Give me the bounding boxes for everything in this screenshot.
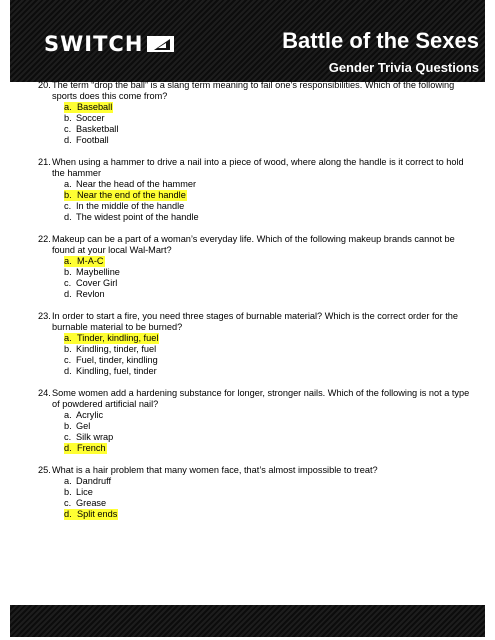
answer-option (64, 267, 478, 278)
question-text: When using a hammer to drive a nail into a piece of wood, where along the handle is it correct to hold the hammer (52, 157, 464, 178)
answer-letter: c. (64, 498, 72, 508)
answer-text: Grease (76, 498, 107, 508)
answer-letter: c. (64, 278, 72, 288)
answer-text: Lice (76, 487, 93, 497)
answer-text: Soccer (76, 113, 105, 123)
answer-option (64, 201, 478, 212)
answer-letter: a. (64, 179, 72, 189)
question-number: 22. (38, 234, 51, 244)
answer-option (64, 344, 478, 355)
answer-letter: d. (64, 443, 77, 454)
question-number: 25. (38, 465, 51, 475)
question-text: In order to start a fire, you need three stages of burnable material? Which is the correct order for the burnable material to be burned? (52, 311, 458, 332)
answer-text: Near the head of the hammer (76, 179, 197, 189)
answer-letter: c. (64, 124, 72, 134)
question-block (38, 465, 478, 520)
highlighted-answer-text: Near the end of the handle (77, 190, 186, 200)
answer-list (38, 256, 478, 300)
answer-option (64, 421, 478, 432)
answer-option (64, 410, 478, 421)
answer-option (64, 102, 478, 113)
answer-letter: b. (64, 190, 77, 201)
page-title: Battle of the Sexes (282, 28, 479, 53)
question-number: 20. (38, 80, 51, 90)
answer-list (38, 476, 478, 520)
page-subtitle: Gender Trivia Questions (328, 60, 479, 75)
answer-option (64, 124, 478, 135)
answer-letter: b. (64, 267, 72, 277)
question-block (38, 388, 478, 454)
answer-list (38, 333, 478, 377)
answer-option (64, 432, 478, 443)
answer-letter: d. (64, 509, 77, 520)
answer-list (38, 179, 478, 223)
answer-text: Dandruff (76, 476, 112, 486)
answer-text: Revlon (76, 289, 105, 299)
answer-letter: a. (64, 102, 77, 113)
question-number: 24. (38, 388, 51, 398)
question-block (38, 311, 478, 377)
answer-option (64, 278, 478, 289)
answer-letter: d. (64, 135, 72, 145)
answer-letter: c. (64, 355, 72, 365)
answer-option (64, 212, 478, 223)
answer-letter: b. (64, 113, 72, 123)
question-number: 21. (38, 157, 51, 167)
question-line (38, 465, 478, 476)
answer-list (38, 410, 478, 454)
question-text: What is a hair problem that many women face, that’s almost impossible to treat? (52, 465, 378, 475)
answer-option (64, 190, 478, 201)
header-banner (10, 0, 485, 82)
answer-text: Football (76, 135, 109, 145)
answer-text: Cover Girl (76, 278, 118, 288)
switch-logo (44, 34, 176, 54)
highlighted-answer-text: Baseball (77, 102, 113, 112)
answer-option (64, 355, 478, 366)
answer-letter: b. (64, 487, 72, 497)
answer-option (64, 509, 478, 520)
answer-option (64, 487, 478, 498)
question-block (38, 80, 478, 146)
answer-letter: c. (64, 201, 72, 211)
answer-option (64, 256, 478, 267)
highlighted-answer-text: Tinder, kindling, fuel (77, 333, 159, 343)
answer-letter: d. (64, 366, 72, 376)
question-text: Makeup can be a part of a woman’s everyday life. Which of the following makeup brands cannot be found at your local Wal-Mart? (52, 234, 455, 255)
question-line (38, 157, 478, 179)
answer-letter: d. (64, 289, 72, 299)
answer-letter: c. (64, 432, 72, 442)
answer-letter: b. (64, 421, 72, 431)
answer-letter: a. (64, 333, 77, 344)
question-line (38, 234, 478, 256)
answer-text: Silk wrap (76, 432, 114, 442)
answer-letter: d. (64, 212, 72, 222)
answer-text: Gel (76, 421, 91, 431)
question-block (38, 157, 478, 223)
answer-text: The widest point of the handle (76, 212, 199, 222)
answer-option (64, 333, 478, 344)
question-line (38, 388, 478, 410)
highlighted-answer-text: Split ends (77, 509, 118, 519)
answer-option (64, 135, 478, 146)
answer-option (64, 366, 478, 377)
question-line (38, 80, 478, 102)
question-text: Some women add a hardening substance for longer, stronger nails. Which of the following is not a type of powdered artificial nail? (52, 388, 470, 409)
question-line (38, 311, 478, 333)
question-block (38, 234, 478, 300)
answer-option (64, 498, 478, 509)
highlighted-answer-text: M-A-C (77, 256, 104, 266)
answer-letter: a. (64, 410, 72, 420)
answer-text: Kindling, fuel, tinder (76, 366, 157, 376)
logo-mark-icon (146, 35, 176, 53)
answer-option (64, 289, 478, 300)
answer-text: Fuel, tinder, kindling (76, 355, 158, 365)
answer-list (38, 102, 478, 146)
answer-text: Maybelline (76, 267, 120, 277)
answer-option (64, 113, 478, 124)
answer-text: Kindling, tinder, fuel (76, 344, 157, 354)
answer-text: In the middle of the handle (76, 201, 185, 211)
answer-option (64, 179, 478, 190)
answer-option (64, 476, 478, 487)
answer-text: Basketball (76, 124, 119, 134)
question-number: 23. (38, 311, 51, 321)
answer-letter: b. (64, 344, 72, 354)
logo-text: SWITCH (44, 32, 144, 56)
question-list (38, 80, 478, 531)
answer-letter: a. (64, 256, 77, 267)
answer-letter: a. (64, 476, 72, 486)
question-text: The term “drop the ball” is a slang term meaning to fail one’s responsibilities. Which of the following sports does this come from? (52, 80, 455, 101)
answer-text: Acrylic (76, 410, 104, 420)
footer-banner (10, 605, 485, 637)
answer-option (64, 443, 478, 454)
highlighted-answer-text: French (77, 443, 106, 453)
